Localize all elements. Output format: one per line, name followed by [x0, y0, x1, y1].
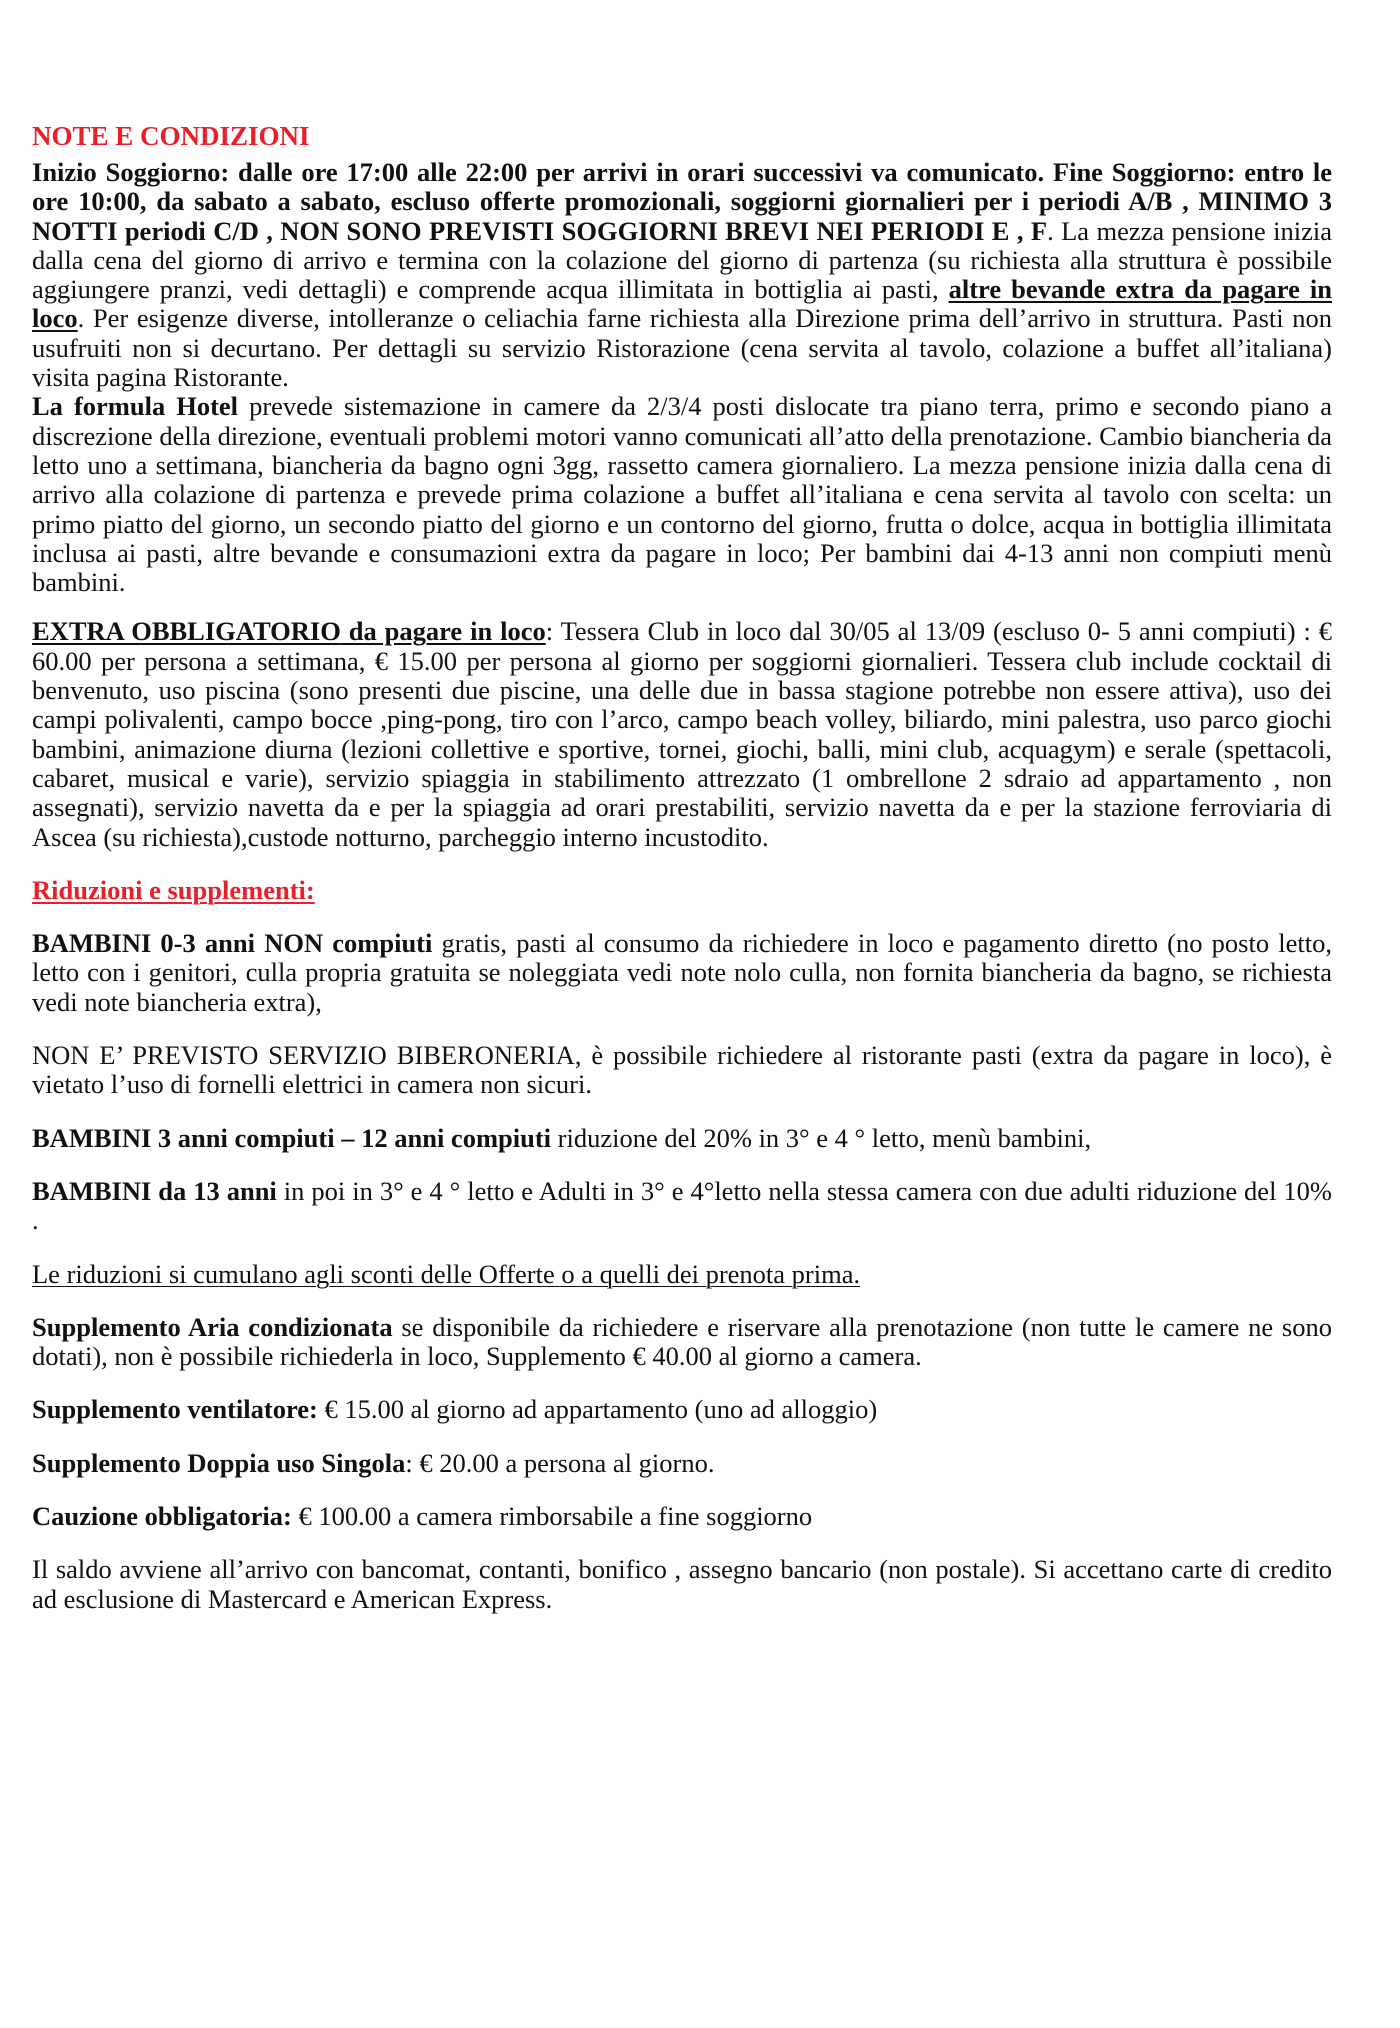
single-use-paragraph	[32, 1449, 1332, 1478]
extra-pay-on-site: da pagare in loco	[340, 616, 546, 647]
children-13-paragraph	[32, 1177, 1332, 1236]
air-conditioning-label: Supplemento Aria condizionata	[32, 1311, 393, 1342]
intro-text: . La mezza pensione inizia dalla cena del giorno di arrivo e termina con la colazione del giorno di partenza (su richiesta alla struttura è possibile aggiungere pranzi, vedi dettagli) e comprende acqua illimitata in bottiglia ai pasti,	[32, 215, 1332, 305]
document-page	[32, 120, 1332, 1614]
children-3-12-text: riduzione del 20% in 3° e 4 ° letto, menù bambini,	[551, 1122, 1092, 1153]
page-title: NOTE E CONDIZIONI	[32, 121, 310, 151]
intro-paragraph	[32, 158, 1332, 392]
children-13-label: BAMBINI da 13 anni	[32, 1175, 277, 1206]
cumulative-note: Le riduzioni si cumulano agli sconti delle Offerte o a quelli dei prenota prima.	[32, 1258, 861, 1289]
fan-text: € 15.00 al giorno ad appartamento (uno ad alloggio)	[317, 1394, 878, 1425]
extra-text: : Tessera Club in loco dal 30/05 al 13/09 (escluso 0- 5 anni compiuti) : € 60.00 per persona a settimana, € 15.00 per persona al giorno per soggiorni giornalieri. Tessera club include cocktail di benvenuto, uso piscina (sono presenti due piscine, una delle due in bassa stagione potrebbe non essere attiva), uso dei campi polivalenti, campo bocce ,ping-pong, tiro con l’arco, campo beach volley, biliardo, mini palestra, uso parco giochi bambini, animazione diurna (lezioni collettive e sportive, tornei, giochi, balli, mini club, acquagym) e serale (spettacoli, cabaret, musical e varie), servizio spiaggia in stabilimento attrezzato (1 ombrellone 2 sdraio ad appartamento , non assegnati), servizio navetta da e per la spiaggia ad orari prestabiliti, servizio navetta da e per la stazione ferroviaria di Ascea (su richiesta),custode notturno, parcheggio interno incustodito.	[32, 616, 1332, 852]
fan-paragraph	[32, 1395, 1332, 1424]
stay-times-bold: Inizio Soggiorno: dalle ore 17:00 alle 22:00 per arrivi in orari successivi va comunicato. Fine Soggiorno: entro le ore 10:00, da sabato a sabato, escluso offerte promozionali, soggiorni giornalieri per i periodi A/B , MINIMO 3 NOTTI periodi C/D , NON SONO PREVISTI SOGGIORNI BREVI NEI PERIODI E , F	[32, 157, 1332, 246]
single-use-text: : € 20.00 a persona al giorno.	[405, 1447, 715, 1478]
deposit-paragraph	[32, 1502, 1332, 1531]
reductions-heading: Riduzioni e supplementi:	[32, 874, 315, 905]
intro-text-2: . Per esigenze diverse, intolleranze o celiachia farne richiesta alla Direzione prima dell’arrivo in struttura. Pasti non usufruiti non si decurtano. Per dettagli su servizio Ristorazione (cena servita al tavolo, colazione a buffet all’italiana) visita pagina Ristorante.	[32, 303, 1332, 393]
hotel-formula-label: La formula Hotel	[32, 391, 239, 422]
hotel-formula-paragraph	[32, 392, 1332, 597]
fan-label: Supplemento ventilatore:	[32, 1394, 318, 1425]
children-3-12-paragraph	[32, 1124, 1332, 1153]
payment-paragraph: Il saldo avviene all’arrivo con bancomat, contanti, bonifico , assegno bancario (non postale). Si accettano carte di credito ad esclusione di Mastercard e American Express.	[32, 1554, 1332, 1614]
extra-drinks-note: altre bevande extra da pagare in loco	[32, 274, 1332, 334]
hotel-formula-text: prevede sistemazione in camere da 2/3/4 posti dislocate tra piano terra, primo e secondo piano a discrezione della direzione, eventuali problemi motori vanno comunicati all’atto della prenotazione. Cambio biancheria da letto uno a settimana, biancheria da bagno ogni 3gg, rassetto camera giornaliero. La mezza pensione inizia dalla cena di arrivo alla colazione di partenza e prevede prima colazione a buffet all’italiana e cena servita al tavolo con scelta: un primo piatto del giorno, un secondo piatto del giorno e un contorno del giorno, frutta o dolce, acqua in bottiglia illimitata inclusa ai pasti, altre bevande e consumazioni extra da pagare in loco; Per bambini dai 4-13 anni non compiuti menù bambini.	[32, 391, 1333, 598]
deposit-text: € 100.00 a camera rimborsabile a fine soggiorno	[291, 1500, 813, 1531]
children-13-text: in poi in 3° e 4 ° letto e Adulti in 3° e 4°letto nella stessa camera con due adulti riduzione del 10% .	[32, 1175, 1332, 1236]
children-0-3-text: gratis, pasti al consumo da richiedere in loco e pagamento diretto (no posto letto, letto con i genitori, culla propria gratuita se noleggiata vedi note nolo culla, non fornita biancheria da bagno, se richiesta vedi note biancheria extra),	[32, 928, 1332, 1017]
single-use-label: Supplemento Doppia uso Singola	[32, 1447, 406, 1478]
air-conditioning-paragraph	[32, 1313, 1332, 1372]
children-0-3-paragraph	[32, 929, 1332, 1017]
deposit-label: Cauzione obbligatoria:	[32, 1500, 292, 1531]
air-conditioning-text: se disponibile da richiedere e riservare alla prenotazione (non tutte le camere ne sono dotati), non è possibile richiederla in loco, Supplemento € 40.00 al giorno a camera.	[32, 1311, 1332, 1372]
biberoneria-paragraph: NON E’ PREVISTO SERVIZIO BIBERONERIA, è possibile richiedere al ristorante pasti (extra da pagare in loco), è vietato l’uso di fornelli elettrici in camera non sicuri.	[32, 1040, 1332, 1100]
children-0-3-label: BAMBINI 0-3 anni NON compiuti	[32, 928, 433, 959]
extra-mandatory-label: EXTRA OBBLIGATORIO	[32, 616, 341, 647]
children-3-12-label: BAMBINI 3 anni compiuti – 12 anni compiuti	[32, 1122, 552, 1153]
extra-paragraph	[32, 617, 1332, 851]
